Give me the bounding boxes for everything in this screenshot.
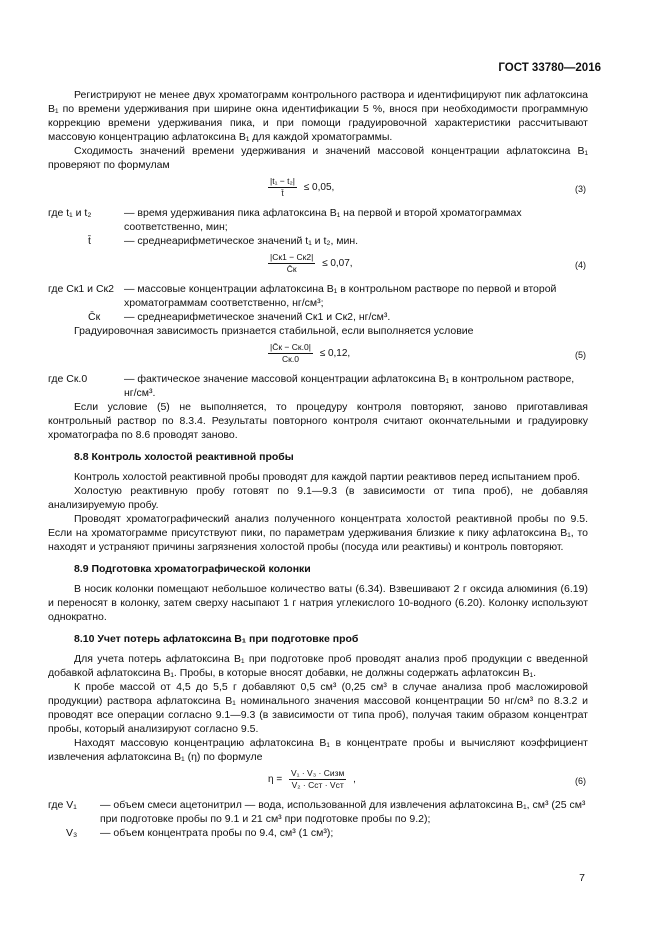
- formula-numerator: |Cк1 − Cк2|: [270, 252, 314, 262]
- paragraph: К пробе массой от 4,5 до 5,5 г добавляют 0,5 см³ (0,25 см³ в случае анализа проб масложировой продукции) раствора афлатоксина B₁ номинального значения массовой концентрации 50 нг/см³ по 8.3.2 и проводят все операции согласно 9.1—9.3 (в зависимости от типа проб), получая таким образом концентрат пробы, который анализируют согласно 9.5.: [48, 681, 588, 735]
- formula-lhs: η =: [268, 773, 283, 785]
- formula-denominator: V₂ · Cст · Vст: [291, 780, 344, 790]
- document-body: [48, 88, 588, 840]
- section-heading-8-9: 8.9 Подготовка хроматографической колонки: [74, 563, 311, 575]
- formula-5: [48, 340, 588, 370]
- where-text: — среднеарифметическое значений t₁ и t₂, мин.: [124, 235, 359, 247]
- where-clause: [48, 206, 588, 234]
- paragraph: Сходимость значений времени удерживания и значений массовой концентрации афлатоксина B₁ проверяют по формулам: [48, 145, 588, 171]
- where-symbol: t̄: [88, 235, 91, 247]
- where-clause: [48, 372, 588, 400]
- formula-number: (6): [575, 776, 586, 786]
- section-heading-8-8: 8.8 Контроль холостой реактивной пробы: [74, 451, 294, 463]
- formula-numerator: |C̄к − Cк.0|: [270, 342, 311, 352]
- paragraph: Если условие (5) не выполняется, то процедуру контроля повторяют, заново приготавливая контрольный раствор по 8.3.4. Результаты повторного контроля считают окончательными и градуировку хроматографа по 8.6 проводят заново.: [48, 401, 588, 441]
- formula-denominator: C̄к: [286, 264, 297, 274]
- where-symbol: где Cк1 и Cк2: [48, 283, 114, 295]
- formula-denominator: t̄: [281, 188, 284, 198]
- formula-condition: ≤ 0,07,: [322, 257, 353, 269]
- formula-condition: ,: [353, 773, 356, 785]
- formula-denominator: Cк.0: [281, 354, 299, 364]
- where-clause: [48, 310, 588, 324]
- page-number: 7: [579, 872, 585, 884]
- where-text: — фактическое значение массовой концентрации афлатоксина B₁ в контрольном растворе, нг/см³.: [124, 373, 575, 399]
- where-text: — объем концентрата пробы по 9.4, см³ (1 см³);: [100, 827, 334, 839]
- paragraph: Контроль холостой реактивной пробы проводят для каждой партии реактивов перед испытанием проб.: [74, 471, 581, 483]
- paragraph: Проводят хроматографический анализ полученного концентрата холостой реактивной пробы по 9.5. Если на хроматограмме присутствуют пики, по параметрам удерживания близкие к пику афлатоксина B₁, то находят и устраняют причины загрязнения холостой пробы (посуда или реактивы) и контроль повторяют.: [48, 513, 588, 553]
- formula-numerator: |t₁ − t₂|: [270, 176, 295, 186]
- paragraph: Холостую реактивную пробу готовят по 9.1—9.3 (в зависимости от типа проб), не добавляя анализируемую пробу.: [48, 485, 588, 511]
- where-clause: [48, 234, 588, 248]
- paragraph: В носик колонки помещают небольшое количество ваты (6.34). Взвешивают 2 г оксида алюминия (6.19) и переносят в колонку, затем сверху насыпают 1 г натрия углекислого 10-водного (6.20). Колонку используют однократно.: [48, 583, 588, 623]
- paragraph: Для учета потерь афлатоксина B₁ при подготовке проб проводят анализ проб продукции с введенной добавкой афлатоксина B₁. Пробы, в которые вносят добавки, не должны содержать афлатоксин B₁.: [48, 653, 588, 679]
- where-text: — объем смеси ацетонитрил — вода, использованной для извлечения афлатоксина B₁, см³ (25 см³ при подготовке пробы по 9.1 и 21 см³ при подготовке пробы по 9.2);: [100, 799, 586, 825]
- where-text: — среднеарифметическое значений Cк1 и Cк2, нг/см³.: [124, 311, 391, 323]
- formula-3: [48, 174, 588, 204]
- formula-numerator: V₁ · V₃ · Cизм: [290, 768, 345, 778]
- where-clause: [48, 826, 588, 840]
- formula-4: [48, 250, 588, 280]
- where-clause: [48, 798, 588, 826]
- paragraph: Градуировочная зависимость признается стабильной, если выполняется условие: [74, 325, 474, 337]
- where-symbol: V₃: [66, 827, 78, 839]
- standard-header: ГОСТ 33780—2016: [498, 62, 601, 74]
- formula-6: [48, 766, 588, 796]
- where-symbol: где t₁ и t₂: [48, 207, 92, 219]
- where-clause: [48, 282, 588, 310]
- where-symbol: где Cк.0: [48, 373, 88, 385]
- formula-condition: ≤ 0,05,: [303, 181, 335, 193]
- formula-condition: ≤ 0,12,: [319, 347, 351, 359]
- paragraph: Регистрируют не менее двух хроматограмм контрольного раствора и идентифицируют пик афлатоксина B₁ по времени удерживания при ширине окна идентификации 5 %, внося при необходимости программную коррекцию времени удерживания пика, и при помощи градуировочной характеристики рассчитывают массовую концентрацию афлатоксина B₁ для каждой хроматограммы.: [48, 89, 588, 143]
- section-heading-8-10: 8.10 Учет потерь афлатоксина B₁ при подготовке проб: [74, 633, 359, 645]
- formula-number: (4): [575, 260, 586, 270]
- where-symbol: C̄к: [88, 311, 101, 323]
- formula-number: (3): [575, 184, 586, 194]
- where-symbol: где V₁: [48, 799, 77, 811]
- formula-number: (5): [575, 350, 586, 360]
- paragraph: Находят массовую концентрацию афлатоксина B₁ в концентрате пробы и вычисляют коэффициент извлечения афлатоксина B₁ (η) по формуле: [48, 737, 588, 763]
- where-text: — массовые концентрации афлатоксина B₁ в контрольном растворе по первой и второй хроматограммам соответственно, нг/см³;: [124, 283, 557, 309]
- where-text: — время удерживания пика афлатоксина B₁ на первой и второй хроматограммах соответственно, мин;: [124, 207, 522, 233]
